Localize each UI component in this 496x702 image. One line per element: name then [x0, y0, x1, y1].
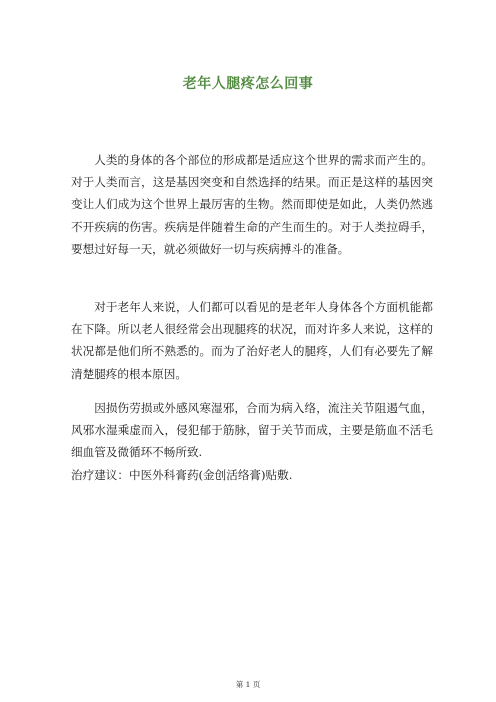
- paragraph-intro: 人类的身体的各个部位的形成都是适应这个世界的需求而产生的。对于人类而言，这是基因突变和自然选择的结果。而正是这样的基因突变让人们成为这个世界上最厉害的生物。然而即使是如此，人类仍然逃不开疾病的伤害。疾病是伴随着生命的产生而生的。对于人类拉碍手，要想过好每一天，就必须做好一切与疾病搏斗的准备。: [71, 153, 433, 256]
- paragraph-treatment: 治疗建议：中医外科膏药(金创活络膏)贴敷.: [71, 467, 293, 482]
- page-number-footer: 第 1 页: [235, 680, 261, 689]
- paragraph-cause: 因损伤劳损或外感风寒湿邪，合而为病入络，流注关节阻遏气血，风邪水湿乘虚而入，侵犯郁于筋脉，留于关节而成，主要是筋血不活毛细血管及微循环不畅所致.: [71, 401, 433, 460]
- cause-section: [71, 397, 433, 486]
- document-title: 老年人腿疼怎么回事: [182, 76, 314, 92]
- paragraph-elderly: 对于老年人来说，人们都可以看见的是老年人身体各个方面机能都在下降。所以老人很经常会出现腿疼的状况，而对许多人来说，这样的状况都是他们所不熟悉的。而为了治好老人的腿疼，人们有必要先了解清楚腿疼的根本原因。: [71, 300, 433, 381]
